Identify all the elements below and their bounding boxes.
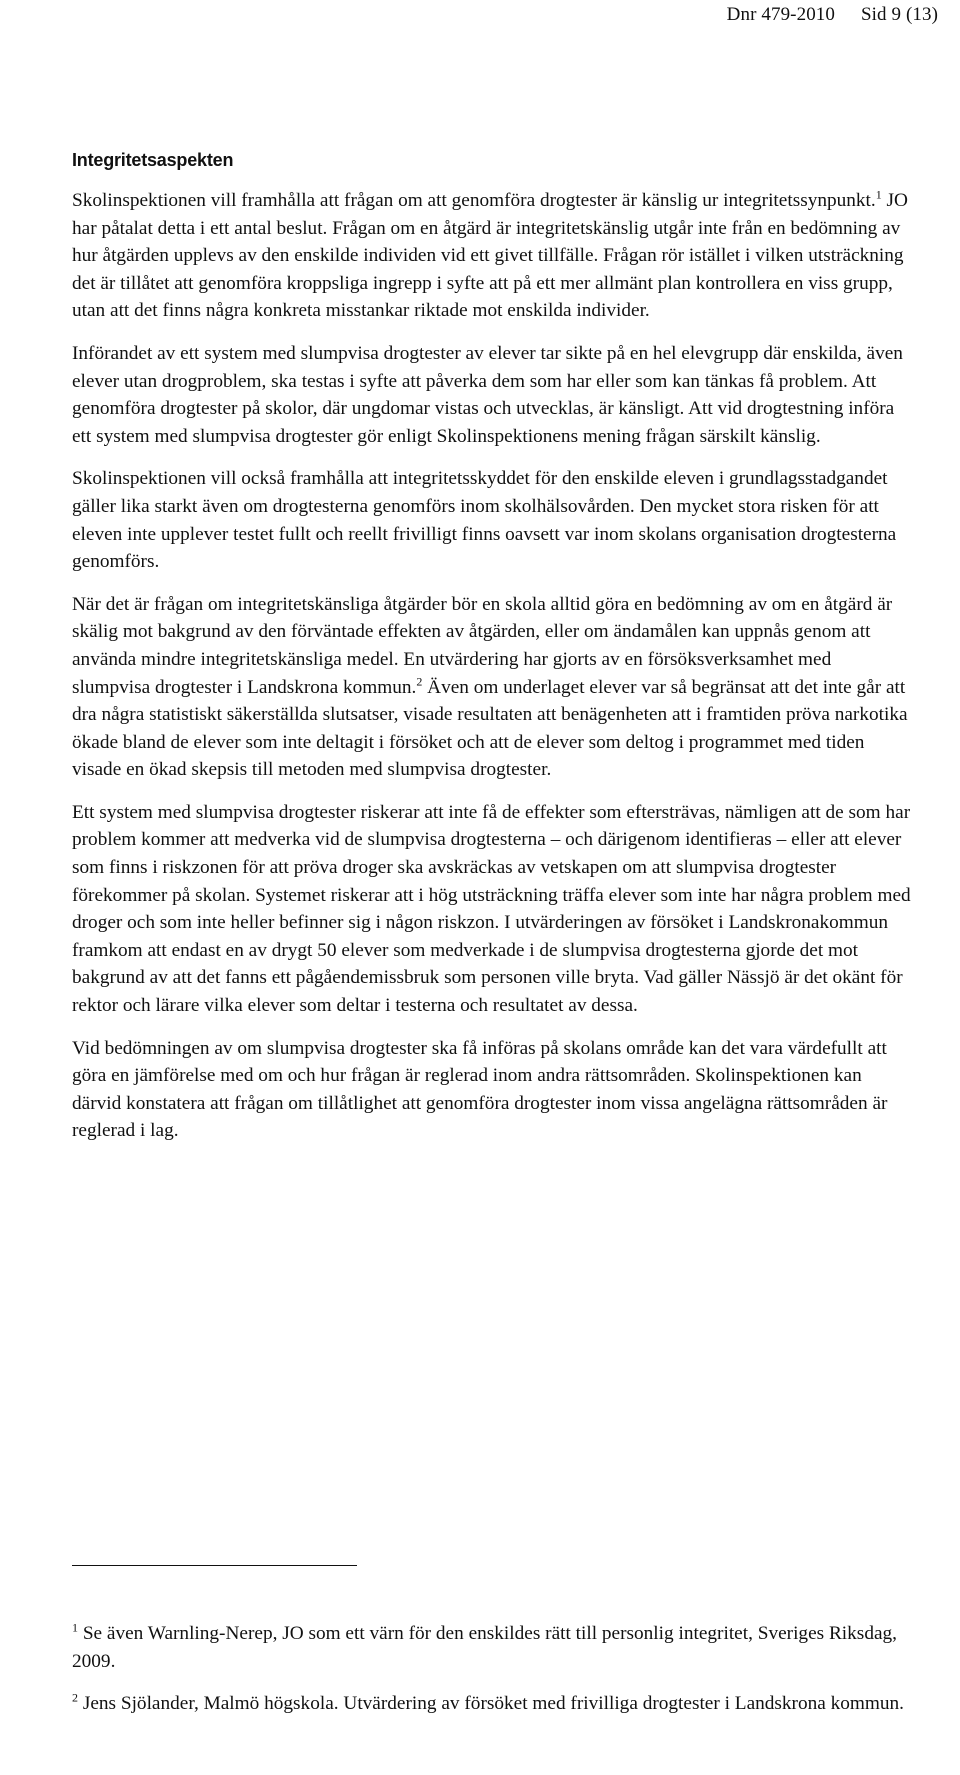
paragraph-4	[72, 591, 912, 784]
paragraph-2: Införandet av ett system med slumpvisa drogtester av elever tar sikte på en hel elevgrupp där enskilda, även elever utan drogproblem, ska testas i syfte att påverka dem som har eller som kan tänkas få problem. Att genomföra drogtester på skolor, där ungdomar vistas och utvecklas, är känsligt. Att vid drogtestning införa ett system med slumpvisa drogtester gör enligt Skolinspektionens mening frågan särskilt känslig.	[72, 342, 903, 447]
footnote-ref-1: 1	[875, 187, 882, 202]
footnote-1	[72, 1620, 912, 1675]
page-header	[701, 4, 938, 26]
footnotes	[72, 1620, 912, 1733]
footnote-1-text: Se även Warnling-Nerep, JO som ett värn för den enskildes rätt till personlig integritet, Sveriges Riksdag, 2009.	[72, 1623, 897, 1672]
footnote-ref-2: 2	[416, 674, 423, 689]
paragraph-4-text-b: Även om underlaget elever var så begränsat att det inte går att dra några statistiskt säkerställda slutsatser, visade resultaten att benägenheten att i framtiden pröva narkotika ökade bland de elever som inte deltagit i försöket och att de elever som deltog i programmet med tiden visade en ökad skepsis till metoden med slumpvisa drogtester.	[72, 676, 908, 781]
paragraph-1-text-a: Skolinspektionen vill framhålla att frågan om att genomföra drogtester är känslig ur integritetssynpunkt.	[72, 190, 876, 211]
document-body	[72, 150, 912, 1160]
paragraph-5: Ett system med slumpvisa drogtester riskerar att inte få de effekter som eftersträvas, nämligen att de som har problem kommer att medverka vid de slumpvisa drogtesterna – och därigenom identifieras – eller att elever som finns i riskzonen för att pröva droger ska avskräckas av vetskapen om att slumpvisa drogtester förekommer på skolan. Systemet riskerar att i hög utsträckning träffa elever som inte har några problem med droger och som inte heller befinner sig i någon riskzon. I utvärderingen av försöket i Landskronakommun framkom att endast en av drygt 50 elever som medverkade i de slumpvisa drogtesterna gjorde det mot bakgrund av att det fanns ett pågåendemissbruk som personen ville bryta. Vad gäller Nässjö är det okänt för rektor och lärare vilka elever som deltar i testerna och resultatet av dessa.	[72, 801, 911, 1017]
footnote-2	[72, 1690, 912, 1718]
footnote-2-number: 2	[72, 1690, 78, 1705]
page-number: Sid 9 (13)	[861, 4, 938, 25]
section-heading: Integritetsaspekten	[72, 150, 234, 170]
paragraph-1	[72, 187, 912, 325]
paragraph-4-text-a: När det är frågan om integritetskänsliga åtgärder bör en skola alltid göra en bedömning av om en åtgärd är skälig mot bakgrund av den förväntade effekten av åtgärden, eller om ändamålen kan uppnås genom att använda mindre integritetskänsliga medel. En utvärdering har gjorts av en försöksverksamhet med slumpvisa drogtester i Landskrona kommun.	[72, 593, 893, 698]
paragraph-1-text-b: JO har påtalat detta i ett antal beslut. Frågan om en åtgärd är integritetskänslig utgår inte från en bedömning av hur åtgärden upplevs av den enskilde individen vid ett givet tillfälle. Frågan rör istället i vilken utsträckning det är tillåtet att genomföra kroppsliga ingrepp i syfte att på ett mer allmänt plan kontrollera en viss grupp, utan att det finns några konkreta misstankar riktade mot enskilda individer.	[72, 190, 908, 322]
paragraph-3: Skolinspektionen vill också framhålla att integritetsskyddet för den enskilde eleven i grundlagsstadgandet gäller lika starkt även om drogtesterna genomförs inom skolhälsovården. Den mycket stora risken för att eleven inte upplever testet fullt och reellt frivilligt finns oavsett var inom skolans organisation drogtesterna genomförs.	[72, 468, 897, 573]
paragraph-6: Vid bedömningen av om slumpvisa drogtester ska få införas på skolans område kan det vara värdefullt att göra en jämförelse med om och hur frågan är reglerad inom andra rättsområden. Skolinspektionen kan därvid konstatera att frågan om tillåtlighet att genomföra drogtester inom vissa angelägna rättsområden är reglerad i lag.	[72, 1037, 888, 1142]
footnote-2-text: Jens Sjölander, Malmö högskola. Utvärdering av försöket med frivilliga drogtester i Landskrona kommun.	[78, 1693, 905, 1715]
footnote-divider	[72, 1565, 357, 1566]
document-number: Dnr 479-2010	[726, 4, 835, 25]
footnote-1-number: 1	[72, 1620, 78, 1635]
